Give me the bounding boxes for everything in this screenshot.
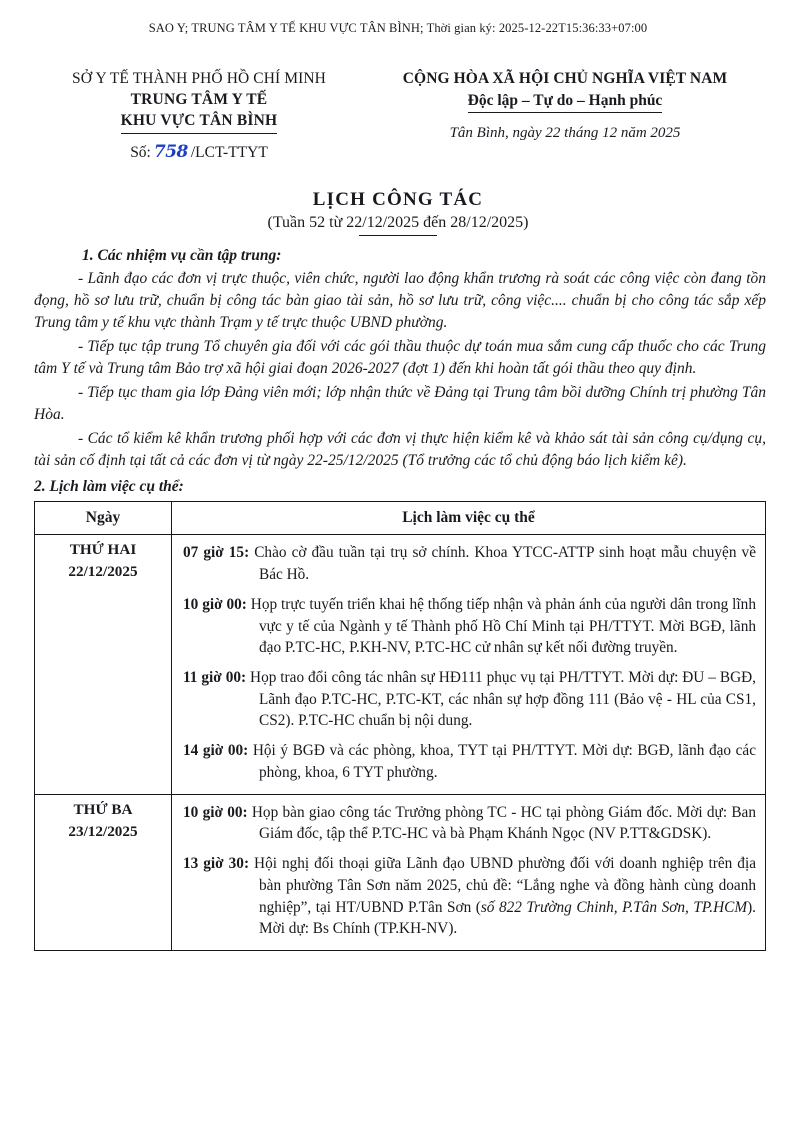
section-2-heading: 2. Lịch làm việc cụ thể: [34, 478, 184, 496]
schedule-item-text: Họp bàn giao công tác Trưởng phòng TC - HC tại phòng Giám đốc. Mời dự: Ban Giám đốc, tập thể P.TC-HC và bà Phạm Khánh Ngọc (NV P.TT&GDSK). [247, 803, 756, 843]
day-date: 23/12/2025 [68, 822, 138, 840]
page-subtitle: (Tuần 52 từ 22/12/2025 đến 28/12/2025) [267, 214, 529, 232]
place-and-date: Tân Bình, ngày 22 tháng 12 năm 2025 [449, 125, 681, 142]
section-1-paragraph: - Tiếp tục tập trung Tổ chuyên gia đối với các gói thầu thuộc dự toán mua sắm cung cấp thuốc cho các Trung tâm Y tế và Trung tâm Bảo trợ xã hội giai đoạn 2026-2027 (đợt 1) đến khi hoàn tất gói thầu theo quy định. [34, 338, 766, 378]
day-name: THỨ HAI [69, 541, 137, 559]
section-1-heading: 1. Các nhiệm vụ cần tập trung: [82, 247, 282, 265]
center-name: TRUNG TÂM Y TẾ [130, 90, 268, 108]
schedule-item-time: 13 giờ 30: [183, 855, 250, 873]
document-number-suffix: /LCT-TTYT [190, 143, 268, 161]
schedule-item-time: 11 giờ 00: [183, 669, 247, 687]
schedule-item [183, 542, 756, 585]
digital-signature-bar: SAO Y; TRUNG TÂM Y TẾ KHU VỰC TÂN BÌNH; Thời gian ký: 2025-12-22T15:36:33+07:00 [148, 21, 648, 35]
schedule-cell-tuesday [172, 794, 766, 950]
day-cell-tuesday [35, 794, 172, 950]
schedule-item-text: Hội ý BGĐ và các phòng, khoa, TYT tại PH/TTYT. Mời dự: BGĐ, lãnh đạo các phòng, khoa, 6 TYT phường. [248, 742, 756, 781]
national-motto: Độc lập – Tự do – Hạnh phúc [468, 91, 663, 114]
schedule-item-time: 10 giờ 00: [183, 595, 247, 613]
page-title: LỊCH CÔNG TÁC [312, 189, 484, 211]
letterhead [0, 69, 796, 163]
schedule-table [34, 501, 766, 951]
issuing-organization-block [34, 69, 364, 163]
department-name: SỞ Y TẾ THÀNH PHỐ HỒ CHÍ MINH [72, 70, 326, 87]
table-row [35, 794, 766, 950]
schedule-item [183, 594, 756, 659]
schedule-item-time: 07 giờ 15: [183, 544, 250, 562]
document-number-label: Số: [130, 143, 151, 161]
schedule-item-time: 10 giờ 00: [183, 803, 248, 821]
document-number-handwritten: 758 [153, 141, 188, 162]
table-header-row [35, 502, 766, 535]
country-name: CỘNG HÒA XÃ HỘI CHỦ NGHĨA VIỆT NAM [402, 70, 728, 87]
day-name: THỨ BA [73, 800, 133, 818]
section-1-paragraph: - Lãnh đạo các đơn vị trực thuộc, viên chức, người lao động khẩn trương rà soát các công việc còn đang tồn đọng, hồ sơ lưu trữ, chuẩn bị công tác bàn giao tài sản, hồ sơ lưu trữ, công việc.... chuẩn bị cho công tác sắp xếp Trung tâm y tế khu vực thành Trạm y tế trực thuộc UBND phường. [34, 270, 766, 332]
schedule-item-text: Hội nghị đối thoại giữa Lãnh đạo UBND phường đối với doanh nghiệp trên địa bàn phường Tân Sơn năm 2025, chủ đề: “Lắng nghe và đồng hành cùng doanh nghiệp”, tại HT/UBND P.Tân Sơn ( [249, 855, 756, 916]
schedule-item-address: số 822 Trường Chinh, P.Tân Sơn, TP.HCM [480, 898, 748, 916]
document-number-line [34, 141, 364, 164]
schedule-item-text: Họp trao đổi công tác nhân sự HĐ111 phục vụ tại PH/TTYT. Mời dự: ĐU – BGĐ, Lãnh đạo P.TC-HC, P.TC-KT, các nhân sự hợp đồng 111 (Bảo vệ - HL của CS1, CS2). P.TC-HC chuẩn bị nội dung. [246, 669, 756, 730]
column-header-day: Ngày [35, 502, 172, 535]
day-cell-monday [35, 535, 172, 794]
section-1-paragraph: - Tiếp tục tham gia lớp Đảng viên mới; lớp nhận thức về Đảng tại Trung tâm bồi dưỡng Chính trị phường Tân Hòa. [34, 384, 766, 424]
national-heading-block [364, 69, 766, 144]
schedule-item-time: 14 giờ 00: [183, 742, 249, 760]
section-1-paragraph: - Các tổ kiểm kê khẩn trương phối hợp với các đơn vị thực hiện kiểm kê và khảo sát tài sản công cụ/dụng cụ, tài sản cố định tại tất cả các đơn vị từ ngày 22-25/12/2025 (Tổ trưởng các tổ chủ động báo lịch kiểm kê). [34, 430, 766, 470]
day-date: 22/12/2025 [68, 563, 138, 581]
column-header-schedule: Lịch làm việc cụ thể [172, 502, 766, 535]
schedule-item [183, 853, 756, 940]
table-row [35, 535, 766, 794]
center-region: KHU VỰC TÂN BÌNH [121, 111, 278, 134]
schedule-item-text: Chào cờ đầu tuần tại trụ sở chính. Khoa YTCC-ATTP sinh hoạt mẫu chuyện về Bác Hồ. [249, 544, 756, 584]
schedule-item [183, 802, 756, 845]
document-body [0, 247, 796, 951]
schedule-cell-monday [172, 535, 766, 794]
title-block [0, 189, 796, 232]
schedule-item [183, 740, 756, 783]
schedule-item [183, 667, 756, 732]
schedule-item-text-end: ). Mời dự: Bs Chính (TP.KH-NV). [259, 898, 756, 938]
schedule-item-text: Họp trực tuyến triển khai hệ thống tiếp nhận và phản ánh của người dân trong lĩnh vực y tế của Ngành y tế Thành phố Hồ Chí Minh tại PH/TTYT. Mời BGĐ, lãnh đạo P.TC-HC, P.KH-NV, P.TC-HC cử nhân sự kết nối đường truyền. [246, 595, 756, 657]
